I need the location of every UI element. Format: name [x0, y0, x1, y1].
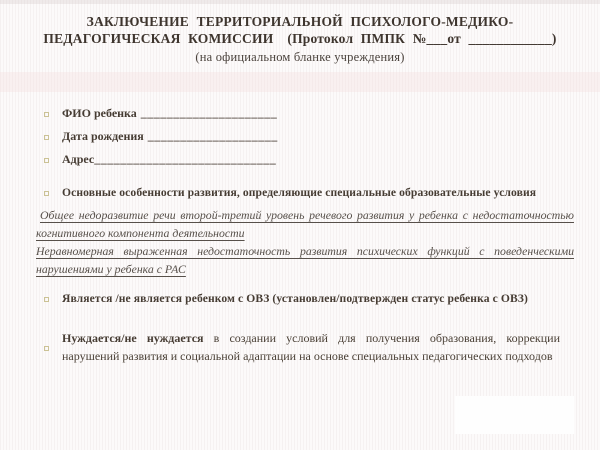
title-text-line2: ПЕДАГОГИЧЕСКАЯ КОМИССИИ — [43, 31, 274, 46]
square-bullet-icon — [44, 112, 49, 117]
needs-rest-text: в создании условий для получения образования, коррекции нарушений развития и социальной адаптации на основе специальных педагогических подходов — [62, 331, 560, 363]
square-bullet-icon — [44, 297, 49, 302]
title-line-1 — [0, 13, 600, 30]
letterhead-note: (на официальном бланке учреждения) — [195, 50, 405, 64]
square-bullet-icon — [44, 135, 49, 140]
background-tint-band — [0, 72, 600, 92]
needs-bold-text: Нуждается/не нуждается — [62, 331, 204, 345]
title-text-line1: ЗАКЛЮЧЕНИЕ ТЕРРИТОРИАЛЬНОЙ ПСИХОЛОГО-МЕДИКО- — [86, 14, 514, 29]
white-patch-overlay — [455, 396, 574, 434]
diagnosis-entry-2: Неравномерная выраженная недостаточность развития психических функций с поведенческими нарушениями у ребенка с РАС — [36, 244, 574, 276]
title-line-2 — [0, 30, 600, 47]
fio-label: ФИО ребенка — [62, 106, 137, 120]
needs-row — [44, 330, 560, 365]
protocol-reference: (Протокол ПМПК №___от ____________) — [287, 31, 557, 46]
ovz-status-text: Является /не является ребенком с ОВЗ (установлен/подтвержден статус ребенка с ОВЗ) — [62, 292, 528, 305]
document-header — [0, 13, 600, 65]
square-bullet-icon — [44, 191, 49, 196]
birth-date-label: Дата рождения — [62, 129, 144, 143]
features-heading: Основные особенности развития, определяющие специальные образовательные условия — [62, 186, 537, 199]
birth-date-blank-line: ____________________ — [147, 129, 278, 143]
square-bullet-icon — [44, 346, 49, 351]
field-row-fio — [44, 106, 277, 121]
fio-blank-line: _____________________ — [140, 106, 278, 120]
diagnosis-entry-1: Общее недоразвитие речи второй-третий уровень речевого развития у ребенка с недостаточностью когнитивного компонента деятельности — [36, 208, 574, 240]
square-bullet-icon — [44, 158, 49, 163]
needs-paragraph — [62, 330, 560, 365]
features-heading-row — [44, 186, 536, 199]
ovz-status-row — [44, 292, 528, 305]
page-top-edge-shade — [0, 0, 600, 4]
field-row-address — [44, 152, 276, 167]
address-blank-line: ____________________________ — [94, 152, 277, 166]
field-row-birth-date — [44, 129, 278, 144]
address-label: Адрес — [62, 152, 95, 166]
